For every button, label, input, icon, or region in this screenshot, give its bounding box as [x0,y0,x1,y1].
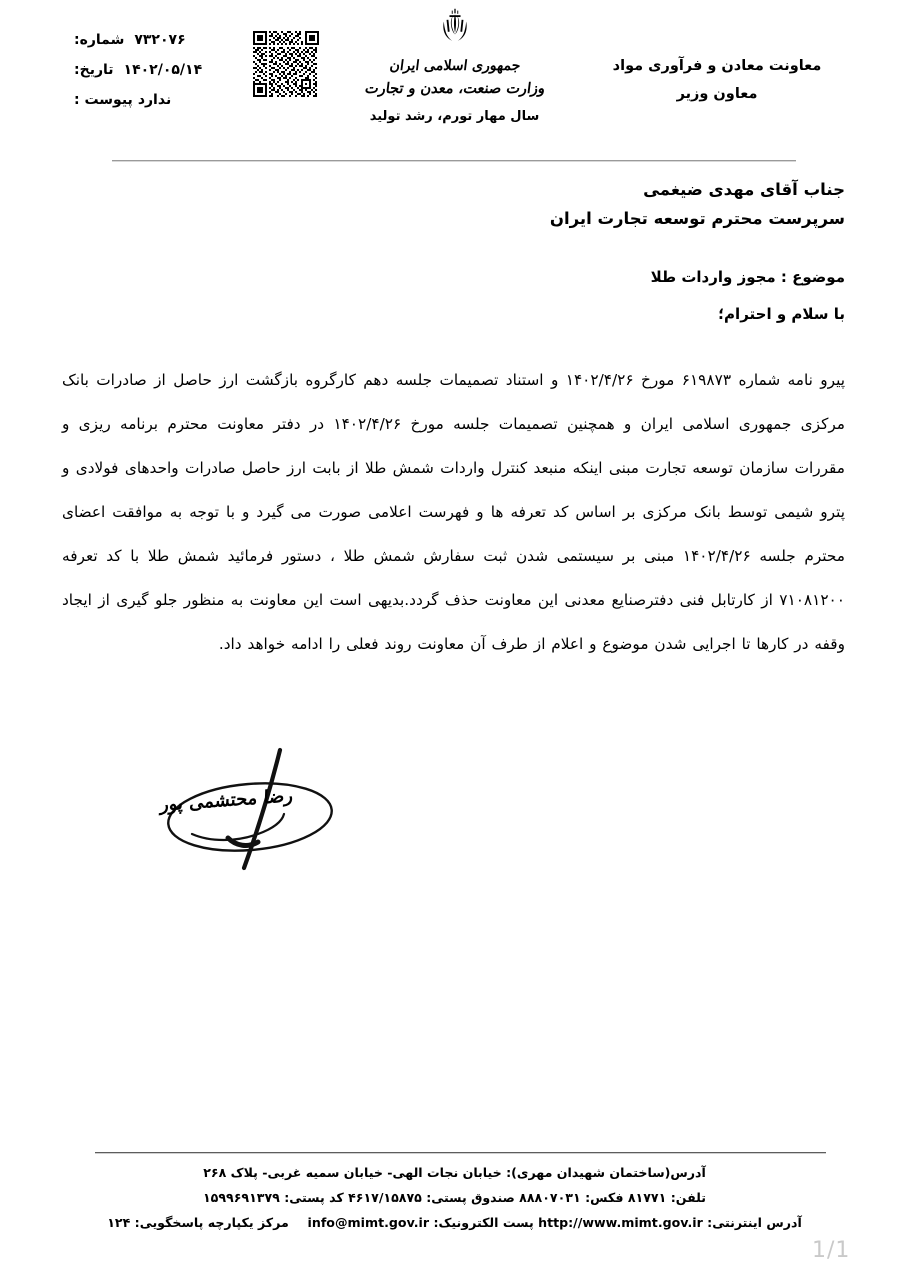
qr-code [250,28,322,100]
email-value[interactable]: info@mimt.gov.ir [307,1215,430,1231]
addressee-block [550,176,845,234]
reference-block [74,32,244,122]
reference-attachment-row [74,92,244,122]
reference-number-value: ۷۳۲۰۷۶ [134,32,186,48]
header-divider [112,160,796,161]
department-line-1: معاونت معادن و فرآوری مواد [612,58,822,74]
footer-address: آدرس(ساختمان شهیدان مهری): خیابان نجات الهی- خیابان سمیه غربی- پلاک ۲۶۸ [203,1165,706,1180]
year-slogan: سال مهار تورم، رشد تولید [369,109,540,125]
website-label: آدرس اینترنتی: [707,1215,802,1231]
addressee-name: جناب آقای مهدی ضیغمی [643,180,845,199]
ministry-identity-block [305,6,605,124]
phone-label: تلفن: [670,1190,707,1206]
phone-value: ۸۱۷۷۱ [627,1190,667,1206]
callcenter-value: ۱۲۴ [107,1215,131,1231]
postal-label: کد پستی: [284,1190,344,1206]
signatory-name: رضا محتشمی پور [159,785,294,816]
ministry-line-1: جمهوری اسلامی ایران [388,58,521,74]
department-line-2: معاون وزیر [676,86,758,103]
fax-value: ۸۸۸۰۷۰۳۱ [519,1190,581,1206]
pobox-label: صندوق پستی: [426,1190,515,1206]
page-indicator: 1/1 [812,1238,851,1263]
body-paragraph: پیرو نامه شماره ۶۱۹۸۷۳ مورخ ۱۴۰۲/۴/۲۶ و استناد تصمیمات جلسه دهم کارگروه بازگشت ارز حاصل از صادرات بانک مرکزی جمهوری اسلامی ایران و همچنین تصمیمات جلسه مورخ ۱۴۰۲/۴/۲۶ در دفتر معاونت محترم برنامه ریزی و مقررات سازمان توسعه تجارت مبنی اینکه منبعد کنترل واردات شمش طلا از بابت ارز حاصل صادرات واحدهای فولادی و پترو شیمی توسط بانک مرکزی بر اساس کد تعرفه ها و فهرست اعلامی صورت می گیرد و با توجه به موافقت اعضای محترم جلسه ۱۴۰۲/۴/۲۶ مبنی بر سیستمی شدن ثبت سفارش شمش طلا ، دستور فرمائید شمش طلا با کد تعرفه ۷۱۰۸۱۲۰۰ از کارتابل فنی دفترصنایع معدنی این معاونت حذف گردد.بدیهی است این معاونت به منظور جلو گیری از ایجاد وقفه در کارها تا اجرایی شدن موضوع و اعلام از طرف آن معاونت روند فعلی را ادامه خواهد داد. [62,371,845,653]
department-block [587,52,847,109]
postal-value: ۱۵۹۹۶۹۱۳۷۹ [202,1190,280,1206]
reference-attachment-value: ندارد [137,92,172,108]
letter-body [62,358,845,666]
pobox-value: ۴۶۱۷/۱۵۸۷۵ [348,1190,422,1206]
salutation-line: با سلام و احترام؛ [718,305,845,323]
ministry-line-2: وزارت صنعت، معدن و تجارت [363,79,546,97]
letterhead [0,0,909,150]
subject-line: موضوع : مجوز واردات طلا [650,268,845,286]
reference-date-label: تاریخ: [74,62,114,78]
email-label: پست الکترونیک: [433,1215,534,1231]
footer-block [0,1160,909,1236]
footer-divider [95,1152,826,1153]
callcenter-label: مرکز یکپارچه پاسخگویی: [134,1215,289,1231]
footer-online [0,1210,909,1235]
reference-number-row [74,32,244,62]
website-value[interactable]: http://www.mimt.gov.ir [538,1215,703,1231]
addressee-title: سرپرست محترم توسعه تجارت ایران [549,208,845,228]
fax-label: فکس: [585,1190,624,1206]
reference-number-label: شماره: [74,32,125,48]
iran-emblem-icon [432,6,478,52]
reference-date-value: ۱۴۰۲/۰۵/۱۴ [123,62,203,78]
reference-date-row [74,62,244,92]
reference-attachment-label: پیوست : [74,92,133,108]
footer-contact [0,1185,909,1210]
